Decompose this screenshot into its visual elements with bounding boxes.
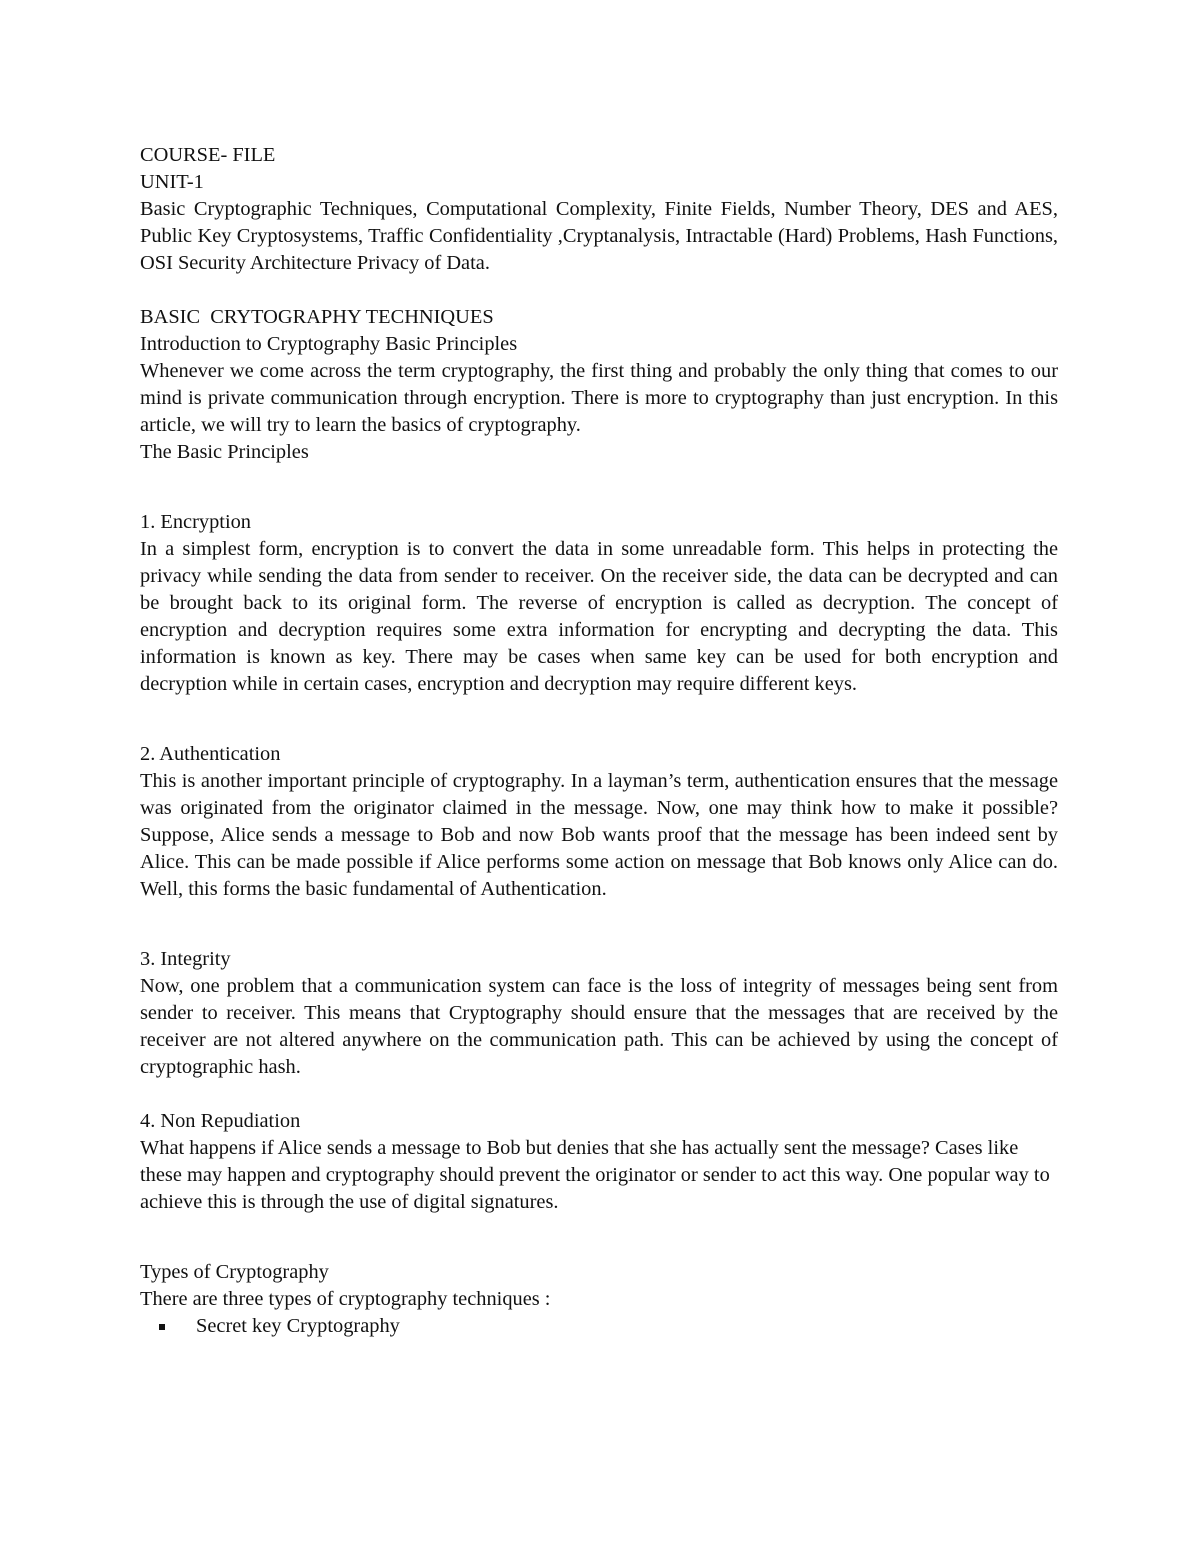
types-list (140, 1313, 1058, 1340)
principle-body: In a simplest form, encryption is to convert the data in some unreadable form. This helps in protecting the privacy while sending the data from sender to receiver. On the receiver side, the data can be decrypted and can be brought back to its original form. The reverse of encryption is called as decryption. The concept of encryption and decryption requires some extra information for encrypting and decrypting the data. This information is known as key. There may be cases when same key can be used for both encryption and decryption while in certain cases, encryption and decryption may require different keys. (140, 538, 1058, 695)
document-page (140, 142, 1058, 1340)
principle-title: 2. Authentication (140, 743, 281, 765)
syllabus-text: Basic Cryptographic Techniques, Computational Complexity, Finite Fields, Number Theory, DES and AES, Public Key Cryptosystems, Traffic Confidentiality ,Cryptanalysis, Intractable (Hard) Problems, Hash Functions, OSI Security Architecture Privacy of Data. (140, 198, 1058, 274)
spacer (140, 1081, 1058, 1108)
course-file-label: COURSE- FILE (140, 144, 276, 166)
principle-title: 1. Encryption (140, 511, 251, 533)
intro-paragraph: Whenever we come across the term cryptography, the first thing and probably the only thing that comes to our mind is private communication through encryption. There is more to cryptography than just encryption. In this article, we will try to learn the basics of cryptography. (140, 360, 1058, 436)
spacer (140, 466, 1058, 509)
spacer (140, 1216, 1058, 1259)
principle-body: Now, one problem that a communication system can face is the loss of integrity of messages being sent from sender to receiver. This means that Cryptography should ensure that the messages that are received by the receiver are not altered anywhere on the communication path. This can be achieved by using the concept of cryptographic hash. (140, 975, 1058, 1078)
principle-title: 4. Non Repudiation (140, 1110, 301, 1132)
section-heading: BASIC CRYTOGRAPHY TECHNIQUES (140, 306, 494, 328)
square-bullet-icon (159, 1324, 165, 1330)
spacer (140, 698, 1058, 741)
spacer (140, 903, 1058, 946)
types-intro: There are three types of cryptography techniques : (140, 1288, 551, 1310)
principles-label: The Basic Principles (140, 441, 309, 463)
list-item (140, 1313, 1058, 1340)
principle-body: What happens if Alice sends a message to Bob but denies that she has actually sent the message? Cases like these may happen and cryptography should prevent the originator or sender to act this way. One popular way to achieve this is through the use of digital signatures. (140, 1137, 1050, 1213)
types-heading: Types of Cryptography (140, 1261, 329, 1283)
principle-body: This is another important principle of cryptography. In a layman’s term, authentication ensures that the message was originated from the originator claimed in the message. Now, one may think how to make it possible? Suppose, Alice sends a message to Bob and now Bob wants proof that the message has been indeed sent by Alice. This can be made possible if Alice performs some action on message that Bob knows only Alice can do. Well, this forms the basic fundamental of Authentication. (140, 770, 1058, 900)
list-item-label: Secret key Cryptography (196, 1315, 400, 1337)
unit-label: UNIT-1 (140, 171, 204, 193)
spacer (140, 277, 1058, 304)
principle-title: 3. Integrity (140, 948, 231, 970)
section-subheading: Introduction to Cryptography Basic Principles (140, 333, 518, 355)
